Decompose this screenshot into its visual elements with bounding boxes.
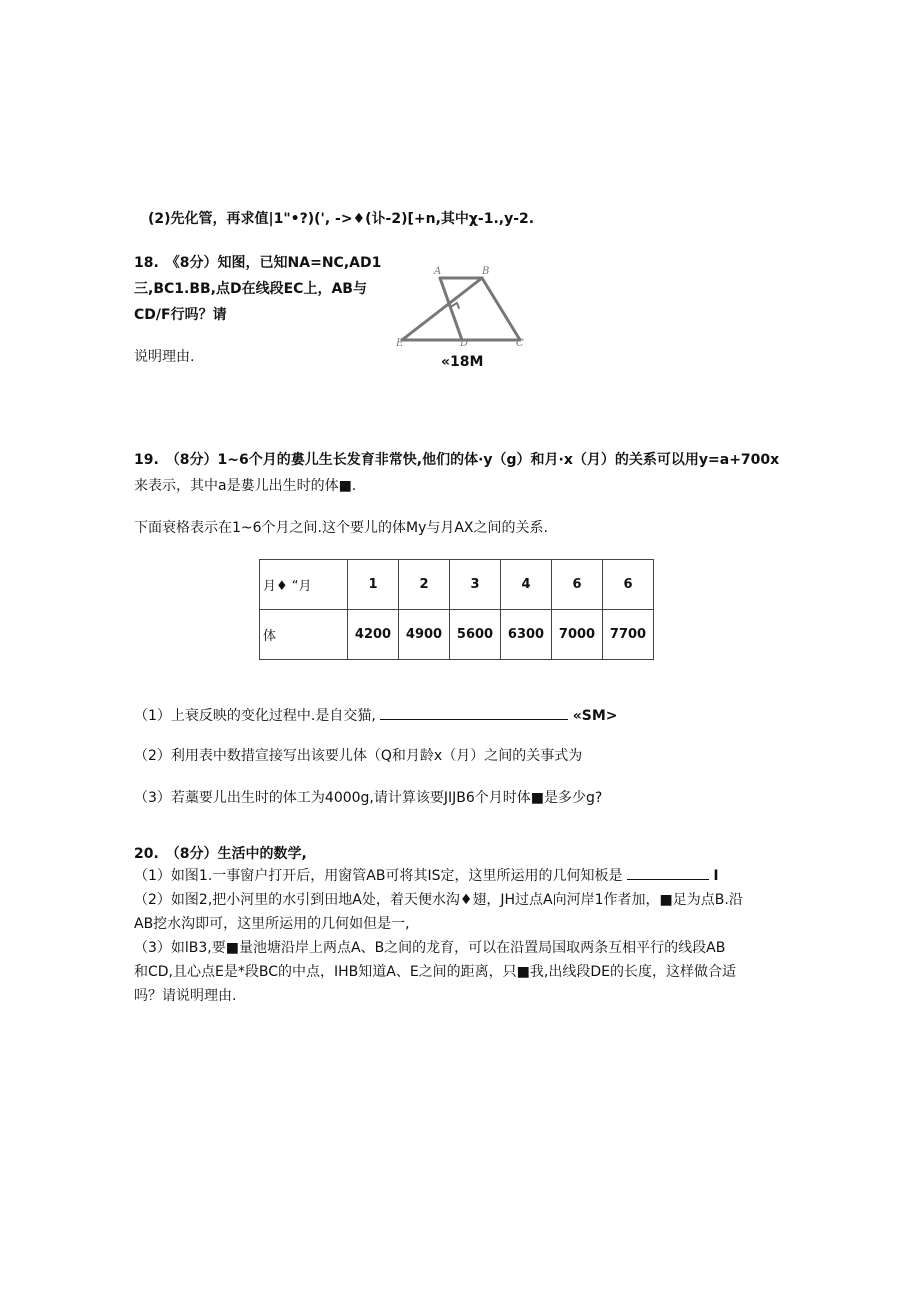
right-angle-mark <box>452 303 459 308</box>
segment-BC <box>482 278 520 340</box>
label-E: E <box>396 338 404 346</box>
table-cell: 7000 <box>552 610 603 660</box>
table-cell: 7700 <box>603 610 654 660</box>
q19-sub2: （2）利用表中数措宣接写出该要儿体（Q和月龄x（月）之间的关事式为 <box>134 748 583 764</box>
table-cell: 3 <box>450 560 501 610</box>
q20-line6: 和CD,且心点E是*段BC的中点，IHB知道A、E之间的距离，只■我,出线段DE的长度，这样做合适 <box>134 964 736 980</box>
q20-line2-text: （1）如图1.一事窗户打开后，用窗管AB可将其IS定，这里所运用的几何知板是 <box>134 868 623 884</box>
q18-line4: 说明理由. <box>134 349 195 365</box>
q18-line3: CD/F行吗？请 <box>134 307 227 323</box>
table-cell: 2 <box>399 560 450 610</box>
table-cell: 6 <box>552 560 603 610</box>
label-C: C <box>516 338 524 346</box>
q20-line2 <box>134 863 719 887</box>
q19-sub1-tail: «SM> <box>572 708 618 724</box>
q19-line3: 下面衰格表示在1~6个月之间.这个要儿的体My与月AX之间的关系. <box>134 520 548 536</box>
q19-data-table <box>259 559 654 660</box>
table-header-weight: 体 <box>260 610 348 660</box>
q20-line5: （3）如lB3,要■量池塘沿岸上两点A、B之间的龙育，可以在沿置局国取两条互相平行的线段AB <box>134 940 726 956</box>
q19-sub1-answer-blank[interactable] <box>380 703 568 720</box>
q20-line3: （2）如图2,把小河里的水引到田地A处，着天便水沟♦翅，JH过点A向河岸1作者加，■足为点B.沿 <box>134 892 743 908</box>
q20-line7: 吗？请说明理由. <box>134 988 237 1004</box>
q19-sub1-text: （1）上衰反映的变化过程中.是自交猫, <box>134 708 376 724</box>
table-row <box>260 610 654 660</box>
label-B: B <box>482 266 490 277</box>
q18-line2: 三,BC1.BB,点D在线段EC上，AB与 <box>134 281 367 297</box>
q20-line4: AB挖水沟即可，这里所运用的几何如但是一, <box>134 916 410 932</box>
table-row <box>260 560 654 610</box>
label-D: D <box>460 338 469 346</box>
q19-line1: 19. （8分）1~6个月的婁儿生长发育非常快,他们的体·y（g）和月·x（月）的关系可以用y=a+700x <box>134 452 780 468</box>
table-cell: 6300 <box>501 610 552 660</box>
q18-figure-caption: «18M <box>441 354 484 370</box>
q18-line1: 18. 《8分）知图，已知NA=NC,AD1 <box>134 255 382 271</box>
q19-sub3: （3）若藁要儿出生时的体工为4000g,请计算该要JIJB6个月时体■是多少g? <box>134 790 603 806</box>
table-cell: 6 <box>603 560 654 610</box>
label-A: A <box>434 266 442 277</box>
q19-sub1 <box>134 703 618 727</box>
q18-geometry-figure <box>396 262 526 346</box>
table-cell: 5600 <box>450 610 501 660</box>
table-cell: 1 <box>348 560 399 610</box>
q20-answer-blank[interactable] <box>627 863 709 880</box>
q20-line1: 20. （8分）生活中的数学, <box>134 846 307 862</box>
q19-line2: 来表示，其中a是婁儿出生时的体■. <box>134 478 357 494</box>
table-cell: 4200 <box>348 610 399 660</box>
table-cell: 4 <box>501 560 552 610</box>
table-cell: 4900 <box>399 610 450 660</box>
table-header-month: 月♦ “月 <box>260 560 348 610</box>
q20-line2-tail: I <box>713 868 719 884</box>
q17-part2-text: (2)先化管，再求值|1"•?)(', ->♦(讣-2)[+n,其中χ-1.,y-2. <box>148 211 535 227</box>
